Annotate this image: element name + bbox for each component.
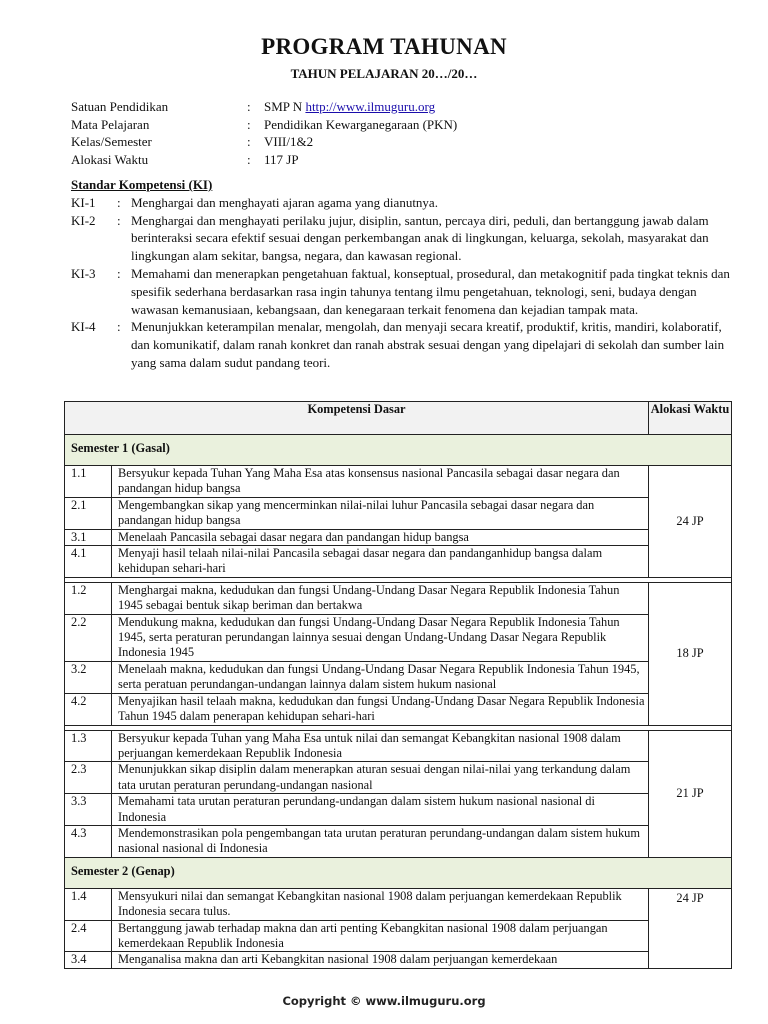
kd-group (65, 466, 732, 578)
kd-number: 1.1 (65, 466, 112, 497)
kd-text: Menghargai makna, kedudukan dan fungsi Undang-Undang Dasar Negara Republik Indonesia Tahun 1945 sebagai bentuk sikap beriman dan bertakwa (112, 583, 649, 614)
semester-1-label: Semester 1 (Gasal) (65, 435, 732, 466)
ki-text: Menunjukkan keterampilan menalar, mengolah, dan menyaji secara kreatif, produktif, kritis, mandiri, kolaboratif, dan komunikatif, dalam ranah konkret dan ranah abstrak sesuai dengan yang dipelajari di sekolah dan sumber lain yang sama dalam sudut pandang teori. (131, 319, 725, 370)
table-row (65, 583, 648, 614)
header-kompetensi-dasar: Kompetensi Dasar (65, 402, 649, 435)
info-label: Satuan Pendidikan (71, 99, 169, 114)
ki-colon: : (117, 265, 121, 281)
table-row (65, 614, 648, 661)
kd-text: Menyaji hasil telaah nilai-nilai Pancasila sebagai dasar negara dan pandanganhidup bangsa dalam kehidupan sehari-hari (118, 546, 603, 576)
info-row-satuan (71, 98, 457, 116)
table-row (65, 889, 648, 920)
website-link[interactable]: http://www.ilmuguru.org (305, 99, 436, 114)
kd-text: Bertanggung jawab terhadap makna dan arti penting Kebangkitan nasional 1908 dalam perjuangan kemerdekaan Republik Indonesia (112, 920, 649, 952)
alokasi-jp: 18 JP (649, 582, 732, 725)
kd-text: Mendukung makna, kedudukan dan fungsi Undang-Undang Dasar Negara Republik Indonesia Tahun 1945, serta peraturan perundangan lainnya sesuai dengan Undang-Undang Dasar Negara Republik Indonesia 1945 (112, 614, 649, 661)
kd-group (65, 582, 732, 725)
kd-number: 2.3 (65, 762, 112, 794)
kompetensi-dasar-table (64, 401, 732, 969)
info-colon: : (247, 151, 251, 167)
info-value: Pendidikan Kewarganegaraan (PKN) (264, 116, 458, 132)
table-row (65, 466, 648, 497)
table-row (65, 731, 648, 762)
ki-colon: : (117, 319, 121, 335)
table-row (65, 825, 648, 856)
info-row-mapel (71, 116, 457, 134)
kd-number: 3.1 (65, 529, 112, 545)
ki-text: Menghargai dan menghayati perilaku jujur, disiplin, santun, percaya diri, peduli, dan bertanggung jawab dalam berinteraksi secara efektif sesuai dengan perkembangan anak di lingkungan, keluarga, sekolah, masyarakat dan lingkungan alam sekitar, bangsa, negara, dan kawasan regional. (131, 212, 709, 264)
copyright-footer: Copyright © www.ilmuguru.org (282, 994, 486, 1008)
alokasi-jp: 21 JP (649, 730, 732, 857)
kd-number: 1.3 (65, 731, 112, 762)
info-colon: : (247, 116, 251, 132)
kd-number: 3.2 (65, 661, 112, 693)
kd-text: Menyajikan hasil telaah makna, kedudukan dan fungsi Undang-Undang Dasar Negara Republik Indonesia Tahun 1945 dalam penerapan kehidupan sehari-hari (118, 693, 645, 724)
info-row-alokasi (71, 151, 457, 169)
kd-text: Bersyukur kepada Tuhan Yang Maha Esa atas konsensus nasional Pancasila sebagai dasar negara dan pandangan hidup bangsa (112, 466, 649, 497)
kd-number: 2.4 (65, 920, 112, 952)
kd-text: Memahami tata urutan peraturan perundang-undangan dalam sistem hukum nasional nasional di Indonesia (112, 794, 649, 826)
kd-text: Menelaah makna, kedudukan dan fungsi Undang-Undang Dasar Negara Republik Indonesia Tahun 1945, serta peratuan perundangan-undangan lainnya dalam sistem hukum nasional (112, 661, 649, 693)
ki-item (71, 265, 731, 318)
sk-title: Standar Kompetensi (KI) (71, 177, 213, 192)
kd-number: 3.3 (65, 794, 112, 826)
info-colon: : (247, 134, 251, 149)
table-row (65, 497, 648, 529)
kd-group (65, 888, 732, 968)
kd-number: 4.3 (65, 825, 112, 856)
info-block (71, 98, 457, 168)
table-row (65, 794, 648, 826)
table-row (65, 762, 648, 794)
info-value: 117 JP (264, 151, 299, 167)
kd-text: Menunjukkan sikap disiplin dalam menerapkan aturan sesuai dengan nilai-nilai yang terkandung dalam tata urutan peraturan perundang-undangan nasional (112, 762, 649, 794)
standar-kompetensi (71, 176, 731, 372)
alokasi-jp: 24 JP (649, 466, 732, 578)
kd-number: 2.2 (65, 614, 112, 661)
kd-text: Mensyukuri nilai dan semangat Kebangkitan nasional 1908 dalam perjuangan kemerdekaan Republik Indonesia secara tulus. (112, 889, 649, 920)
info-label: Alokasi Waktu (71, 151, 149, 167)
table-row (65, 693, 648, 724)
kd-number: 1.4 (65, 889, 112, 920)
ki-colon: : (117, 194, 121, 210)
kd-number: 1.2 (65, 583, 112, 614)
kd-group (65, 730, 732, 857)
info-row-kelas (71, 133, 457, 151)
kd-number: 4.1 (65, 546, 112, 577)
info-label: Mata Pelajaran (71, 116, 150, 132)
kd-text: Mendemonstrasikan pola pengembangan tata urutan peraturan perundang-undangan dalam sistem hukum nasional nasional di Indonesia (118, 825, 640, 856)
table-row (65, 920, 648, 952)
alokasi-jp: 24 JP (649, 888, 732, 968)
kd-text: Menganalisa makna dan arti Kebangkitan nasional 1908 dalam perjuangan kemerdekaan (118, 952, 558, 967)
info-colon: : (247, 99, 251, 114)
ki-colon: : (117, 212, 121, 228)
info-value-text: SMP N (264, 99, 306, 114)
info-label: Kelas/Semester (71, 134, 152, 149)
table-row (65, 529, 648, 545)
page-subtitle: TAHUN PELAJARAN 20…/20… (290, 66, 478, 81)
ki-item (71, 212, 731, 265)
info-value (264, 98, 435, 116)
ki-code: KI-2 (71, 212, 96, 228)
kd-text: Menelaah Pancasila sebagai dasar negara dan pandangan hidup bangsa (112, 529, 649, 545)
kd-text: Mengembangkan sikap yang mencerminkan nilai-nilai luhur Pancasila sebagai dasar negara dan pandangan hidup bangsa (112, 497, 649, 529)
table-header-row (65, 402, 732, 435)
ki-item (71, 194, 731, 212)
ki-code: KI-4 (71, 319, 96, 335)
header-alokasi-waktu: Alokasi Waktu (649, 402, 732, 435)
table-row (65, 546, 648, 577)
table-row (65, 952, 648, 968)
table-row (65, 661, 648, 693)
ki-code: KI-1 (71, 194, 96, 210)
kd-number: 2.1 (65, 497, 112, 529)
page-title: PROGRAM TAHUNAN (261, 34, 507, 59)
ki-code: KI-3 (71, 265, 96, 281)
semester-2-label: Semester 2 (Genap) (65, 857, 732, 888)
kd-text: Bersyukur kepada Tuhan yang Maha Esa untuk nilai dan semangat Kebangkitan nasional 1908 dalam perjuangan kemerdekaan Republik Indonesia (112, 731, 649, 762)
ki-item (71, 318, 731, 371)
ki-text: Menghargai dan menghayati ajaran agama yang dianutnya. (131, 194, 438, 210)
info-value: VIII/1&2 (264, 134, 314, 149)
kd-number: 4.2 (65, 693, 112, 724)
ki-text: Memahami dan menerapkan pengetahuan faktual, konseptual, prosedural, dan metakognitif pada tingkat teknis dan spesifik sederhana berdasarkan rasa ingin tahunya tentang ilmu pengetahuan, teknologi, seni, budaya dengan wawasan kemanusiaan, kebangsaan, dan kenegaraan terkait fenomena dan kejadian tampak mata. (131, 265, 730, 317)
kd-number: 3.4 (65, 952, 112, 968)
